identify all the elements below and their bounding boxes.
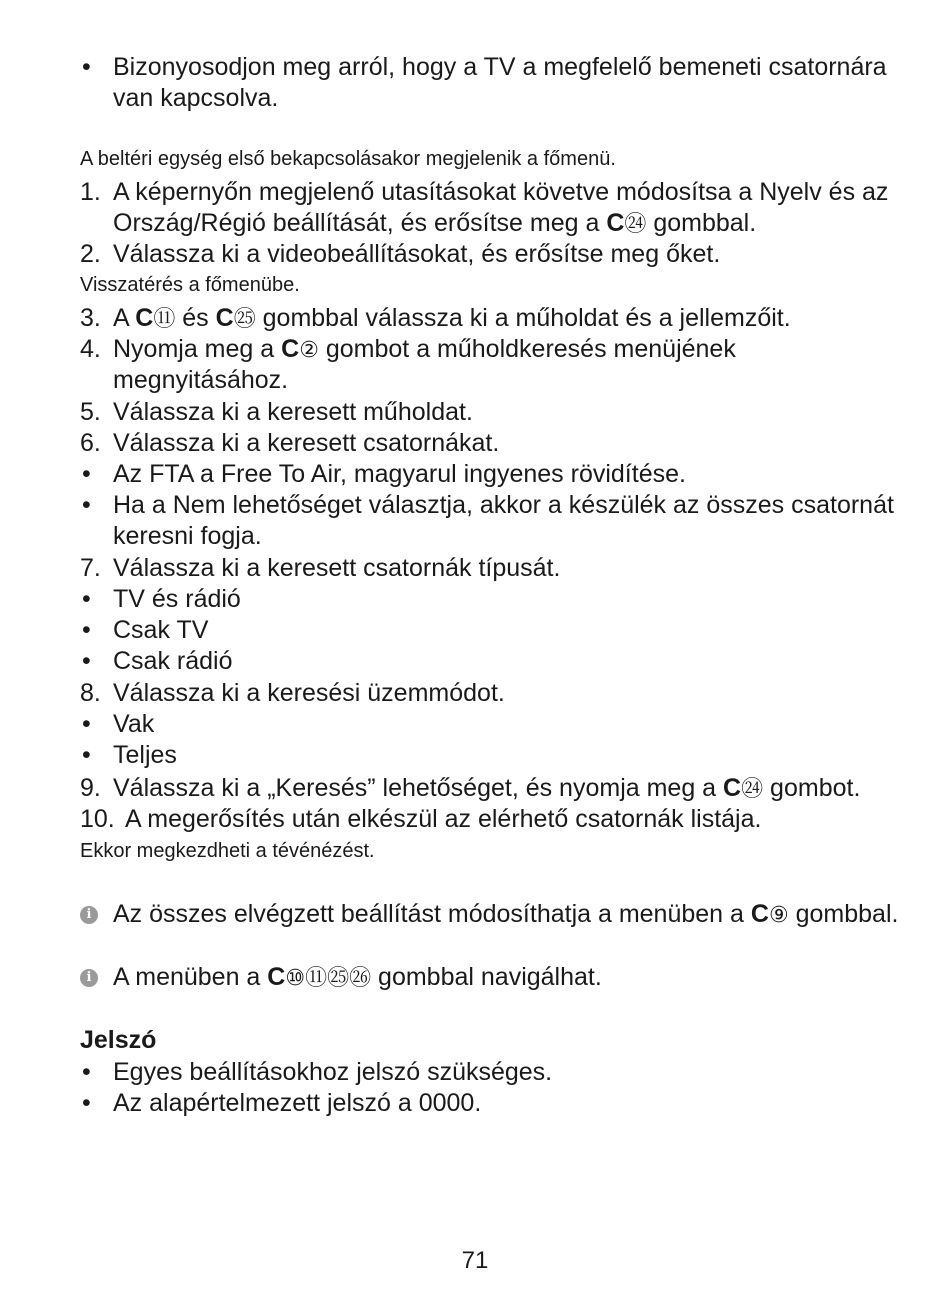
channel-type-option: Csak TV (113, 616, 209, 644)
step-text: Válassza ki a „Keresés” lehetőséget, és nyomja meg a C㉔ gombot. (113, 774, 861, 802)
list-item (80, 584, 910, 615)
step-text: Válassza ki a videobeállításokat, és erősítse meg őket. (113, 240, 721, 268)
step-number: 6. (80, 429, 101, 457)
step-6 (80, 428, 910, 459)
remote-key-icon: C (750, 900, 769, 928)
step-number: 8. (80, 679, 101, 707)
channel-type-option: TV és rádió (113, 585, 241, 613)
bullet-marker: • (82, 53, 91, 81)
step-1 (80, 177, 910, 239)
password-bullet-text: Az alapértelmezett jelszó a 0000. (113, 1089, 482, 1117)
list-item (80, 1057, 910, 1088)
step-text: A megerősítés után elkészül az elérhető csatornák listája. (125, 805, 762, 833)
bullet-marker: • (82, 741, 91, 769)
fta-bullet-text: Az FTA a Free To Air, magyarul ingyenes rövidítése. (113, 460, 686, 488)
step-3 (80, 303, 910, 334)
password-bullet-text: Egyes beállításokhoz jelszó szükséges. (113, 1058, 553, 1086)
button-number: ㉔ (741, 776, 764, 801)
bullet-marker: • (82, 585, 91, 613)
remote-key-icon: C (135, 304, 154, 332)
step-number: 5. (80, 398, 101, 426)
search-mode-option: Vak (113, 710, 155, 738)
intro-bullet-text: Bizonyosodjon meg arról, hogy a TV a megfelelő bemeneti csatornára van kapcsolva. (113, 53, 887, 112)
step-text: A képernyőn megjelenő utasításokat követve módosítsa a Nyelv és az Ország/Régió beállítását, és erősítse meg a C㉔ gombbal. (113, 178, 889, 237)
list-item (80, 459, 910, 490)
watch-note: Ekkor megkezdheti a tévénézést. (80, 840, 375, 862)
step-number: 7. (80, 554, 101, 582)
bullet-marker: • (82, 616, 91, 644)
step-number: 4. (80, 335, 101, 363)
list-item (80, 615, 910, 646)
step-number: 1. (80, 178, 101, 206)
info-note (80, 962, 910, 993)
button-number: ② (299, 337, 319, 362)
list-item (80, 709, 910, 740)
step-text: Nyomja meg a C② gombot a műholdkeresés menüjének megnyitásához. (113, 335, 736, 394)
step-text: Válassza ki a keresett csatornákat. (113, 429, 500, 457)
step-number: 3. (80, 304, 101, 332)
step-9 (80, 773, 910, 804)
step-8 (80, 678, 910, 709)
step-10 (80, 804, 910, 835)
channel-type-option: Csak rádió (113, 647, 233, 675)
button-number: ㉔ (624, 211, 647, 236)
remote-key-icon: C (215, 304, 234, 332)
nem-bullet-text: Ha a Nem lehetőséget választja, akkor a készülék az összes csatornát keresni fogja. (113, 491, 894, 550)
bullet-marker: • (82, 1058, 91, 1086)
step-4 (80, 334, 910, 396)
remote-key-icon: C (281, 335, 300, 363)
list-item (80, 1088, 910, 1119)
step-number: 9. (80, 774, 101, 802)
remote-key-icon: C (606, 209, 625, 237)
info-text: A menüben a C⑩⑪㉕㉖ gombbal navigálhat. (113, 963, 602, 991)
step-text: Válassza ki a keresési üzemmódot. (113, 679, 505, 707)
page-number: 71 (461, 1247, 489, 1274)
remote-key-icon: C (723, 774, 742, 802)
return-note: Visszatérés a főmenübe. (80, 274, 300, 296)
first-start-note: A beltéri egység első bekapcsolásakor megjelenik a főmenü. (80, 148, 616, 170)
step-text: Válassza ki a keresett műholdat. (113, 398, 473, 426)
button-number: ㉕ (233, 306, 256, 331)
step-2 (80, 239, 910, 270)
list-item (80, 646, 910, 677)
button-number: ⑩⑪㉕㉖ (285, 965, 372, 990)
info-icon: i (80, 969, 98, 987)
step-7 (80, 553, 910, 584)
list-item (80, 52, 910, 114)
button-number: ⑨ (768, 902, 789, 927)
info-note (80, 899, 910, 930)
step-5 (80, 397, 910, 428)
remote-key-icon: C (267, 963, 286, 991)
bullet-marker: • (82, 647, 91, 675)
step-number: 10. (80, 805, 115, 833)
bullet-marker: • (82, 460, 91, 488)
search-mode-option: Teljes (113, 741, 177, 769)
button-number: ⑪ (153, 306, 176, 331)
bullet-marker: • (82, 491, 91, 519)
step-text: A C⑪ és C㉕ gombbal válassza ki a műholdat és a jellemzőit. (113, 304, 791, 332)
bullet-marker: • (82, 1089, 91, 1117)
section-heading: Jelszó (80, 1026, 157, 1054)
bullet-marker: • (82, 710, 91, 738)
info-icon: i (80, 906, 98, 924)
list-item (80, 740, 910, 771)
step-number: 2. (80, 240, 101, 268)
info-text: Az összes elvégzett beállítást módosíthatja a menüben a C⑨ gombbal. (113, 900, 899, 928)
step-text: Válassza ki a keresett csatornák típusát. (113, 554, 561, 582)
list-item (80, 490, 910, 552)
